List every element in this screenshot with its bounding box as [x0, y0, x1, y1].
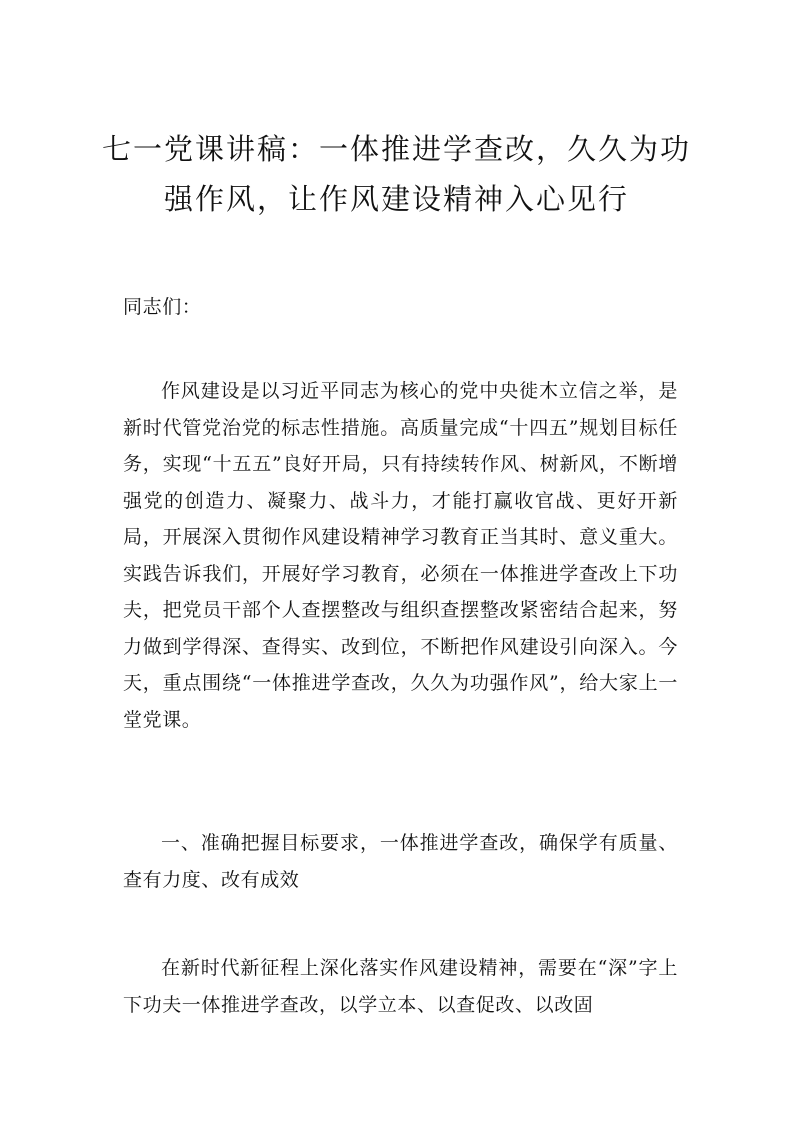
title-line-1: 七一党课讲稿：一体推进学查改，久久为功: [101, 132, 691, 166]
document-title: [90, 124, 703, 224]
salutation: 同志们：: [123, 296, 202, 318]
paragraph-2: 在新时代新征程上深化落实作风建设精神，需要在“深”字上下功夫一体推进学查改，以学立本、以查促改、以改固: [123, 957, 678, 1016]
title-line-2: 强作风，让作风建设精神入心见行: [163, 182, 629, 216]
paragraph-intro: 作风建设是以习近平同志为核心的党中央徙木立信之举，是新时代管党治党的标志性措施。高质量完成“十四五”规划目标任务，实现“十五五”良好开局，只有持续转作风、树新风，不断增强党的创造力、凝聚力、战斗力，才能打赢收官战、更好开新局，开展深入贯彻作风建设精神学习教育正当其时、意义重大。实践告诉我们，开展好学习教育，必须在一体推进学查改上下功夫，把党员干部个人查摆整改与组织查摆整改紧密结合起来，努力做到学得深、查得实、改到位，不断把作风建设引向深入。今天，重点围绕“一体推进学查改，久久为功强作风”，给大家上一堂党课。: [123, 380, 678, 731]
section-heading-1: 一、准确把握目标要求，一体推进学查改，确保学有质量、查有力度、改有成效: [123, 832, 678, 891]
